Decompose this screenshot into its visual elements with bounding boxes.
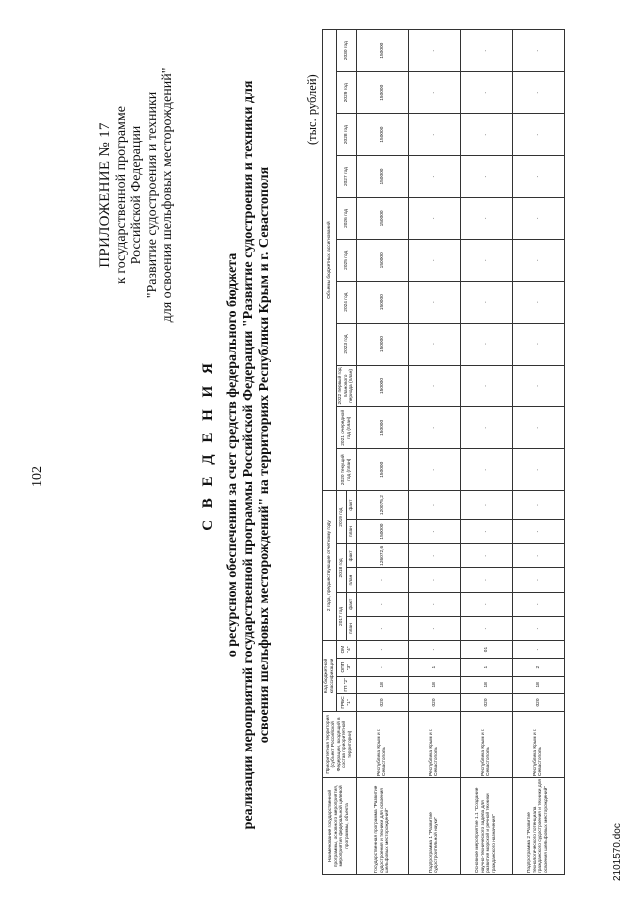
cell-value: -: [408, 365, 460, 407]
cell-value: 150000: [356, 197, 408, 239]
cell-value: -: [512, 239, 564, 281]
header-plan: план: [347, 519, 357, 543]
cell-name: Государственная программа "Развитие судостроения и техники для освоения шельфовых месторождений": [356, 777, 408, 874]
appendix-line: ПРИЛОЖЕНИЕ № 17: [97, 122, 113, 268]
cell-value: -: [512, 72, 564, 114]
cell-value: -: [408, 568, 460, 592]
header-2025: 2025 год: [337, 239, 357, 281]
header-2029: 2029 год: [337, 72, 357, 114]
cell-value: -: [460, 544, 512, 568]
appendix-line: для освоения шельфовых месторождений": [160, 67, 175, 323]
header-2030: 2030 год: [337, 30, 357, 72]
cell-value: 150000: [356, 323, 408, 365]
table-row: [356, 30, 408, 875]
cell-opp: 1: [408, 658, 460, 676]
cell-value: -: [512, 519, 564, 543]
header-2020: 2020 текущий год (план): [337, 449, 357, 491]
cell-opp: 2: [512, 658, 564, 676]
header-2022: 2022 первый год планового периода (план): [337, 365, 357, 407]
cell-value: -: [512, 592, 564, 616]
cell-value: -: [512, 616, 564, 640]
header-2024: 2024 год: [337, 281, 357, 323]
cell-grbs: 020: [408, 694, 460, 712]
cell-value: -: [512, 449, 564, 491]
cell-value: 150000: [356, 72, 408, 114]
header-om: ОМ "4": [337, 641, 357, 659]
header-fact: факт: [347, 491, 357, 520]
cell-value: -: [356, 616, 408, 640]
cell-value: -: [460, 519, 512, 543]
cell-opp: -: [356, 658, 408, 676]
header-2028: 2028 год: [337, 114, 357, 156]
cell-value: -: [408, 114, 460, 156]
cell-value: -: [512, 544, 564, 568]
header-budget-code: Код бюджетной классификации: [323, 641, 337, 712]
header-volumes: Объемы бюджетных ассигнований: [323, 30, 337, 491]
cell-value: -: [512, 114, 564, 156]
cell-value: 126072,6: [356, 544, 408, 568]
cell-om: -: [408, 641, 460, 659]
header-fact: факт: [347, 544, 357, 568]
header-2027: 2027 год: [337, 156, 357, 198]
cell-pp: 18: [512, 676, 564, 694]
header-plan: план: [347, 568, 357, 592]
cell-value: 120075,2: [356, 491, 408, 520]
table-row: [512, 30, 564, 875]
resource-table: [322, 29, 565, 875]
cell-value: 150000: [356, 239, 408, 281]
cell-name: Подпрограмма 2 "Развитие технологического потенциала гражданского судостроения и техники для освоения шельфовых месторождений": [512, 777, 564, 874]
cell-value: -: [512, 323, 564, 365]
subtitle-line: о ресурсном обеспечении за счет средств федерального бюджета: [225, 252, 240, 658]
cell-value: -: [460, 72, 512, 114]
cell-value: -: [512, 365, 564, 407]
cell-value: -: [460, 156, 512, 198]
document-title: С В Е Д Е Н И Я: [200, 359, 216, 531]
cell-value: 150000: [356, 365, 408, 407]
header-2023: 2023 год: [337, 323, 357, 365]
cell-value: -: [512, 568, 564, 592]
header-fact: факт: [347, 592, 357, 616]
cell-value: -: [512, 156, 564, 198]
unit-label: (тыс. рублей): [305, 74, 319, 145]
cell-value: -: [408, 491, 460, 520]
cell-om: 01: [460, 641, 512, 659]
page-number: 102: [30, 466, 45, 487]
cell-value: -: [408, 239, 460, 281]
cell-grbs: 020: [356, 694, 408, 712]
cell-value: 150000: [356, 281, 408, 323]
header-opp: ОПП "3": [337, 658, 357, 676]
cell-value: -: [408, 72, 460, 114]
cell-value: -: [356, 592, 408, 616]
cell-value: -: [460, 30, 512, 72]
cell-om: -: [356, 641, 408, 659]
cell-value: -: [460, 568, 512, 592]
cell-value: -: [460, 197, 512, 239]
cell-value: 150000: [356, 519, 408, 543]
cell-value: -: [460, 239, 512, 281]
cell-value: -: [356, 568, 408, 592]
table-row: [408, 30, 460, 875]
cell-value: -: [460, 114, 512, 156]
cell-value: -: [408, 323, 460, 365]
header-territory: Приоритетная территория (субъект Российской Федерации, входящий в состав приоритетной территории): [323, 711, 357, 777]
cell-value: -: [408, 281, 460, 323]
table-row: [460, 30, 512, 875]
cell-value: -: [512, 281, 564, 323]
header-name: Наименование государственной программы, основного мероприятия, мероприятия федеральной целевой программы, объекта: [323, 777, 357, 874]
cell-value: -: [408, 592, 460, 616]
document-id: 2101570.doc: [612, 823, 623, 881]
cell-value: -: [460, 449, 512, 491]
appendix-line: к государственной программе: [113, 106, 129, 284]
cell-value: -: [512, 197, 564, 239]
cell-territory: Республика Крым и г. Севастополь: [356, 711, 408, 777]
cell-value: -: [460, 491, 512, 520]
subtitle-line: реализации мероприятий государственной программы Российской Федерации "Развитие судостроения и техники для: [241, 80, 256, 830]
header-2021: 2021 очередной год (план): [337, 407, 357, 449]
appendix-line: Российской Федерации: [129, 125, 144, 265]
cell-value: -: [460, 407, 512, 449]
cell-value: -: [512, 30, 564, 72]
cell-value: -: [408, 197, 460, 239]
cell-name: Основное мероприятие 1.1 "Создание научно-технического задела для развития морской и речной техники гражданского назначения": [460, 777, 512, 874]
cell-value: -: [460, 592, 512, 616]
cell-value: -: [408, 449, 460, 491]
header-prev-years: 2 года, предшествующие отчетному году: [323, 491, 337, 641]
cell-value: -: [408, 544, 460, 568]
cell-value: -: [408, 30, 460, 72]
header-grbs: ГРБС "1": [337, 694, 357, 712]
cell-value: 150000: [356, 156, 408, 198]
cell-value: -: [408, 616, 460, 640]
cell-value: -: [460, 365, 512, 407]
cell-grbs: 020: [512, 694, 564, 712]
header-2026: 2026 год: [337, 197, 357, 239]
header-2018: 2018 год: [337, 544, 347, 593]
cell-value: -: [512, 407, 564, 449]
cell-value: 150000: [356, 30, 408, 72]
cell-territory: Республика Крым и г. Севастополь: [408, 711, 460, 777]
cell-value: -: [512, 491, 564, 520]
cell-value: 150000: [356, 407, 408, 449]
header-2017: 2017 год: [337, 592, 347, 641]
cell-value: -: [460, 616, 512, 640]
cell-value: -: [460, 323, 512, 365]
cell-om: -: [512, 641, 564, 659]
header-pp: ГП "2": [337, 676, 357, 694]
cell-name: Подпрограмма 1 "Развитие судостроительной науки": [408, 777, 460, 874]
cell-value: -: [408, 519, 460, 543]
cell-territory: Республика Крым и г. Севастополь: [460, 711, 512, 777]
cell-pp: 18: [408, 676, 460, 694]
header-plan: план: [347, 616, 357, 640]
cell-value: 150000: [356, 114, 408, 156]
cell-value: 150000: [356, 449, 408, 491]
appendix-line: "Развитие судостроения и техники: [144, 91, 160, 299]
table-body: [356, 30, 564, 875]
subtitle-line: освоения шельфовых месторождений" на территориях Республики Крым и г. Севастополя: [257, 166, 272, 744]
cell-grbs: 020: [460, 694, 512, 712]
document-subtitle: [225, 45, 273, 865]
header-2019: 2019 год: [337, 491, 347, 544]
cell-territory: Республика Крым и г. Севастополь: [512, 711, 564, 777]
cell-pp: 18: [356, 676, 408, 694]
cell-opp: 1: [460, 658, 512, 676]
cell-value: -: [408, 156, 460, 198]
appendix-heading: [98, 45, 176, 345]
cell-value: -: [460, 281, 512, 323]
cell-value: -: [408, 407, 460, 449]
cell-pp: 18: [460, 676, 512, 694]
